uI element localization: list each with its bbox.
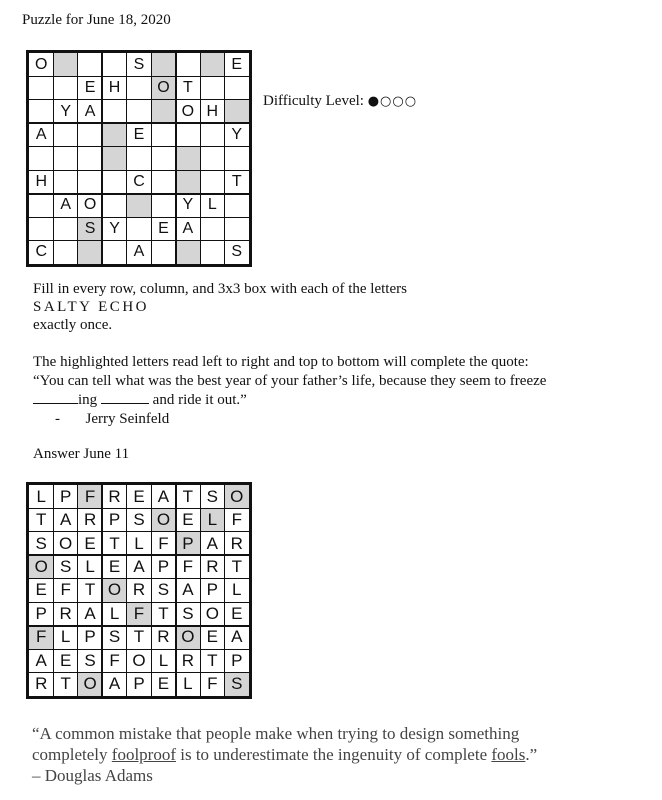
grid-cell: [176, 123, 200, 146]
grid-cell: [225, 100, 249, 123]
grid-cell: O: [83, 196, 97, 214]
grid-cell: E: [182, 510, 194, 530]
grid-cell: [176, 147, 200, 170]
grid-cell: O: [205, 603, 219, 623]
quote-end: and ride it out.”: [152, 392, 247, 408]
grid-cell: R: [132, 580, 146, 600]
quote-ing: ing: [78, 392, 98, 408]
grid-cell: P: [84, 627, 96, 647]
grid-cell: P: [108, 510, 121, 530]
grid-cell: R: [181, 650, 195, 670]
quote-line: “You can tell what was the best year of your father’s life, because they seem to freeze: [33, 373, 547, 389]
grid-cell: L: [36, 486, 46, 506]
grid-cell: [102, 170, 126, 193]
grid-cell: R: [157, 627, 170, 647]
answer-grid: [26, 482, 252, 699]
grid-cell: F: [29, 626, 53, 649]
grid-cell: A: [35, 126, 47, 144]
grid-cell: L: [60, 627, 71, 647]
grid-cell: T: [231, 557, 242, 577]
cell-divider: [29, 602, 249, 603]
cell-divider: [77, 485, 78, 696]
grid-cell: T: [133, 627, 145, 647]
bottom-quote-text: .”: [525, 745, 538, 764]
grid-cell: [78, 170, 102, 193]
grid-cell: [102, 53, 126, 76]
grid-cell: [102, 194, 126, 217]
cell-divider: [53, 53, 54, 264]
grid-cell: A: [182, 580, 194, 600]
grid-cell: A: [60, 196, 71, 214]
grid-cell: S: [78, 217, 102, 240]
cell-divider: [29, 146, 249, 147]
grid-cell: [151, 147, 175, 170]
grid-cell: E: [133, 486, 145, 506]
cell-divider: [200, 485, 201, 696]
quote-block: [33, 353, 633, 429]
grid-cell: P: [157, 557, 170, 577]
grid-cell: F: [231, 510, 242, 530]
grid-cell: A: [157, 486, 170, 506]
grid-cell: [200, 147, 224, 170]
grid-cell: O: [34, 55, 48, 73]
foolproof-word: foolproof: [111, 745, 176, 764]
bottom-quote-line: “A common mistake that people make when trying to design something: [32, 724, 520, 743]
puzzle-letters: SALTY ECHO: [33, 299, 149, 315]
box-divider: [101, 53, 103, 264]
grid-cell: [151, 100, 175, 123]
grid-cell: T: [182, 79, 193, 97]
grid-cell: A: [84, 603, 96, 623]
grid-cell: P: [176, 532, 200, 555]
grid-cell: [200, 241, 224, 264]
grid-cell: F: [78, 485, 102, 508]
grid-cell: O: [132, 650, 146, 670]
grid-cell: [176, 241, 200, 264]
grid-cell: E: [59, 650, 72, 670]
grid-cell: E: [35, 580, 47, 600]
grid-cell: S: [157, 580, 170, 600]
grid-cell: E: [206, 627, 218, 647]
grid-cell: H: [35, 172, 47, 190]
grid-cell: [78, 147, 102, 170]
grid-cell: A: [133, 243, 145, 261]
grid-cell: O: [151, 508, 175, 531]
box-divider: [29, 193, 249, 195]
grid-cell: Y: [182, 196, 194, 214]
grid-cell: S: [84, 650, 96, 670]
cell-divider: [29, 531, 249, 532]
grid-cell: C: [35, 243, 47, 261]
grid-cell: S: [231, 243, 243, 261]
grid-cell: [78, 123, 102, 146]
box-divider: [175, 53, 177, 264]
grid-cell: P: [133, 674, 145, 694]
grid-cell: [225, 147, 249, 170]
difficulty-label: Difficulty Level:: [263, 93, 364, 109]
grid-cell: [102, 100, 126, 123]
cell-divider: [29, 240, 249, 241]
instructions-line: exactly once.: [33, 317, 113, 333]
grid-cell: L: [207, 196, 217, 214]
grid-cell: O: [176, 626, 200, 649]
cell-divider: [29, 649, 249, 650]
grid-cell: [200, 53, 224, 76]
cell-divider: [224, 485, 225, 696]
grid-cell: E: [158, 219, 169, 237]
grid-cell: F: [182, 557, 194, 577]
grid-cell: S: [225, 673, 249, 696]
difficulty-level: [263, 93, 417, 110]
grid-cell: [151, 241, 175, 264]
grid-cell: [53, 53, 77, 76]
grid-cell: A: [182, 219, 194, 237]
grid-cell: [53, 147, 77, 170]
grid-cell: [53, 170, 77, 193]
cell-divider: [77, 53, 78, 264]
grid-cell: [53, 76, 77, 99]
grid-cell: O: [29, 555, 53, 578]
cell-divider: [200, 53, 201, 264]
grid-cell: E: [84, 533, 96, 553]
bottom-quote-line: [32, 744, 652, 765]
grid-cell: T: [182, 486, 194, 506]
cell-divider: [53, 485, 54, 696]
grid-cell: R: [35, 674, 48, 694]
grid-cell: [127, 100, 151, 123]
grid-cell: [29, 194, 53, 217]
answer-label: Answer June 11: [33, 446, 130, 462]
grid-cell: [127, 147, 151, 170]
grid-cell: A: [206, 533, 218, 553]
grid-cell: L: [232, 580, 242, 600]
grid-cell: [225, 76, 249, 99]
grid-cell: S: [206, 486, 218, 506]
cell-divider: [29, 170, 249, 171]
difficulty-dots: ●○○○: [367, 94, 418, 109]
grid-cell: R: [83, 510, 97, 530]
grid-cell: R: [230, 533, 243, 553]
cell-divider: [151, 485, 152, 696]
cell-divider: [29, 578, 249, 579]
grid-cell: L: [200, 508, 224, 531]
grid-cell: [29, 100, 53, 123]
grid-cell: H: [108, 79, 121, 97]
grid-cell: [225, 194, 249, 217]
grid-cell: O: [225, 485, 249, 508]
grid-cell: T: [158, 603, 169, 623]
instructions: [33, 280, 407, 334]
grid-cell: F: [127, 602, 151, 625]
grid-cell: [53, 217, 77, 240]
grid-cell: [29, 147, 53, 170]
grid-cell: L: [158, 650, 169, 670]
grid-cell: A: [35, 650, 47, 670]
cell-divider: [29, 217, 249, 218]
fools-word: fools: [491, 745, 526, 764]
grid-cell: O: [181, 102, 195, 120]
grid-cell: L: [109, 603, 120, 623]
blank-line: [101, 391, 149, 404]
quote-author: Jerry Seinfeld: [85, 411, 170, 427]
grid-cell: [127, 217, 151, 240]
grid-cell: [151, 53, 175, 76]
grid-cell: F: [109, 650, 120, 670]
box-divider: [175, 485, 177, 696]
grid-cell: [176, 53, 200, 76]
cell-divider: [126, 485, 127, 696]
grid-cell: O: [59, 533, 73, 553]
grid-cell: O: [102, 579, 126, 602]
grid-cell: [53, 123, 77, 146]
grid-cell: S: [59, 557, 72, 577]
quote-attribution: [33, 410, 633, 429]
grid-cell: T: [60, 674, 71, 694]
grid-cell: [200, 76, 224, 99]
grid-cell: P: [59, 486, 72, 506]
box-divider: [29, 625, 249, 627]
grid-cell: [102, 147, 126, 170]
grid-cell: [127, 76, 151, 99]
grid-cell: O: [78, 673, 102, 696]
bottom-quote-author: – Douglas Adams: [32, 766, 153, 785]
grid-cell: H: [206, 102, 219, 120]
grid-cell: E: [84, 79, 96, 97]
quote-line-blanks: [33, 391, 633, 410]
grid-cell: E: [231, 603, 243, 623]
grid-cell: R: [59, 603, 72, 623]
grid-cell: S: [182, 603, 194, 623]
blank-line: [33, 391, 78, 404]
grid-cell: [53, 241, 77, 264]
grid-cell: Y: [231, 126, 243, 144]
grid-cell: A: [108, 674, 121, 694]
puzzle-title: Puzzle for June 18, 2020: [22, 12, 171, 28]
grid-cell: E: [157, 674, 170, 694]
grid-cell: [151, 123, 175, 146]
cell-divider: [29, 508, 249, 509]
cell-divider: [224, 53, 225, 264]
grid-cell: R: [206, 557, 219, 577]
grid-cell: L: [85, 557, 95, 577]
grid-cell: L: [134, 533, 144, 553]
puzzle-grid: [26, 50, 252, 267]
grid-cell: E: [133, 126, 145, 144]
grid-cell: [200, 170, 224, 193]
grid-cell: [200, 217, 224, 240]
grid-cell: A: [231, 627, 243, 647]
grid-cell: S: [133, 55, 145, 73]
grid-cell: L: [183, 674, 193, 694]
grid-cell: [102, 241, 126, 264]
grid-cell: A: [84, 102, 96, 120]
cell-divider: [29, 76, 249, 77]
box-divider: [101, 485, 103, 696]
grid-cell: [225, 217, 249, 240]
cell-divider: [151, 53, 152, 264]
grid-cell: A: [133, 557, 145, 577]
grid-cell: O: [151, 76, 175, 99]
grid-cell: S: [35, 533, 47, 553]
bottom-quote-text: completely: [32, 745, 112, 764]
grid-cell: A: [59, 510, 72, 530]
grid-cell: [151, 170, 175, 193]
grid-cell: [127, 194, 151, 217]
cell-divider: [126, 53, 127, 264]
grid-cell: F: [60, 580, 71, 600]
grid-cell: F: [207, 674, 218, 694]
grid-cell: T: [231, 172, 242, 190]
bottom-quote-text: is to underestimate the ingenuity of complete: [176, 745, 492, 764]
box-divider: [29, 554, 249, 556]
grid-cell: P: [206, 580, 218, 600]
grid-cell: P: [231, 650, 243, 670]
grid-cell: [78, 53, 102, 76]
grid-cell: [200, 123, 224, 146]
grid-cell: Y: [109, 219, 120, 237]
grid-cell: [176, 170, 200, 193]
grid-cell: [151, 194, 175, 217]
box-divider: [29, 122, 249, 124]
cell-divider: [29, 672, 249, 673]
instructions-line: Fill in every row, column, and 3x3 box with each of the letters: [33, 281, 407, 297]
grid-cell: T: [36, 510, 47, 530]
grid-cell: Y: [60, 102, 71, 120]
grid-cell: C: [133, 172, 145, 190]
bottom-quote: [32, 723, 652, 786]
grid-cell: [29, 217, 53, 240]
grid-cell: [102, 123, 126, 146]
grid-cell: E: [108, 557, 121, 577]
grid-cell: E: [231, 55, 243, 73]
grid-cell: T: [207, 650, 218, 670]
grid-cell: [29, 76, 53, 99]
grid-cell: S: [108, 627, 121, 647]
quote-dash: -: [55, 411, 60, 427]
grid-cell: [78, 241, 102, 264]
grid-cell: T: [109, 533, 120, 553]
grid-cell: T: [84, 580, 96, 600]
grid-cell: F: [158, 533, 169, 553]
quote-intro: The highlighted letters read left to right and top to bottom will complete the quote:: [33, 354, 529, 370]
grid-cell: S: [133, 510, 145, 530]
grid-cell: R: [108, 486, 121, 506]
grid-cell: P: [35, 603, 47, 623]
cell-divider: [29, 99, 249, 100]
